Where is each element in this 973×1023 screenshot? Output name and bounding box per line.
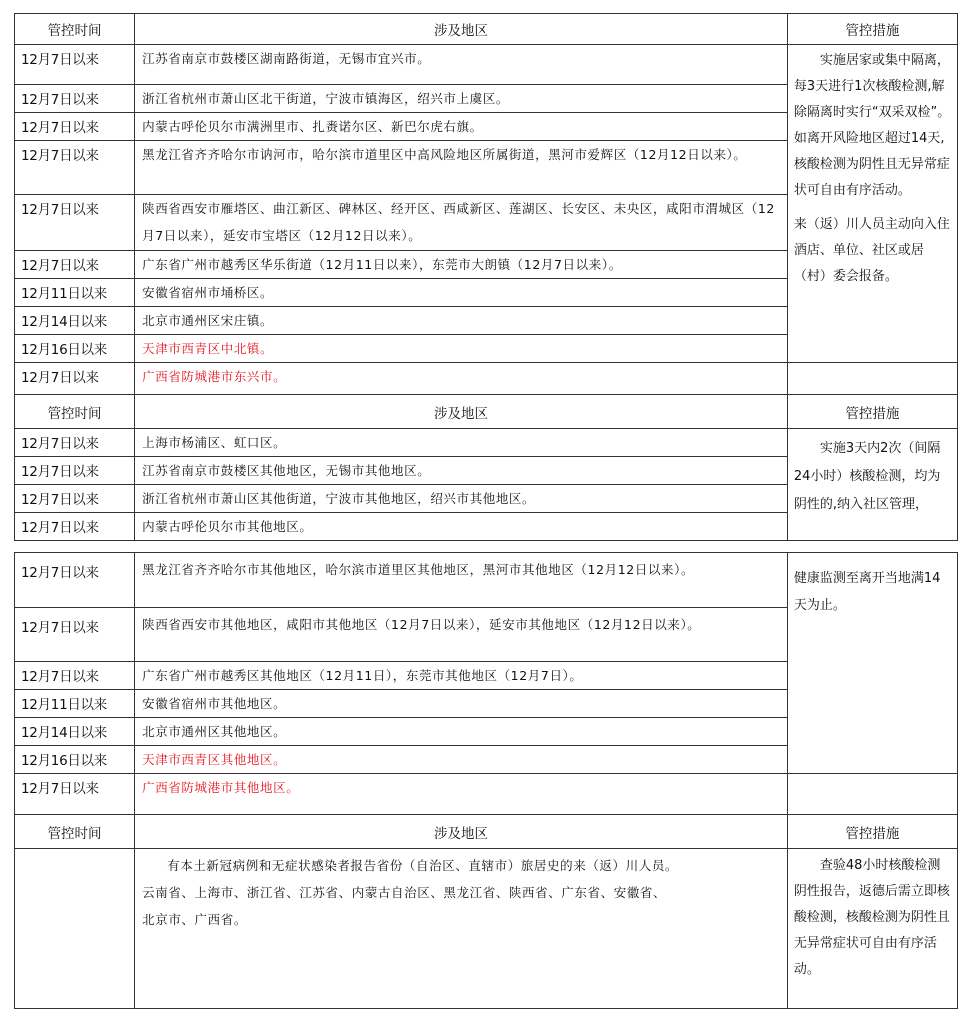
row-area: 广东省广州市越秀区其他地区（12月11日），东莞市其他地区（12月7日）。 bbox=[135, 662, 788, 690]
row-area: 广西省防城港市东兴市。 bbox=[135, 363, 788, 395]
table-row bbox=[15, 774, 958, 815]
measure-text-3: 实施3天内2次（间隔24小时）核酸检测，均为阴性的,纳入社区管理， bbox=[793, 441, 941, 512]
row-area: 安徽省宿州市埇桥区。 bbox=[135, 279, 788, 307]
header-area: 涉及地区 bbox=[135, 395, 788, 429]
empty-cell bbox=[787, 363, 957, 395]
measure-cell-2 bbox=[787, 429, 957, 541]
row-area: 浙江省杭州市萧山区其他街道，宁波市其他地区，绍兴市其他地区。 bbox=[135, 485, 788, 513]
header-area: 涉及地区 bbox=[135, 815, 788, 849]
row-area: 广东省广州市越秀区华乐街道（12月11日以来），东莞市大朗镇（12月7日以来）。 bbox=[135, 251, 788, 279]
row-time: 12月7日以来 bbox=[15, 195, 135, 251]
row-time: 12月11日以来 bbox=[15, 690, 135, 718]
header-measure: 管控措施 bbox=[787, 395, 957, 429]
row-time: 12月7日以来 bbox=[15, 513, 135, 541]
row-time: 12月14日以来 bbox=[15, 307, 135, 335]
row-area: 天津市西青区其他地区。 bbox=[135, 746, 788, 774]
table-row bbox=[15, 45, 958, 85]
table-row bbox=[15, 363, 958, 395]
header-time: 管控时间 bbox=[15, 14, 135, 45]
header-time: 管控时间 bbox=[15, 395, 135, 429]
header-row bbox=[15, 14, 958, 45]
row-area-nationwide bbox=[135, 849, 788, 1009]
row-time: 12月16日以来 bbox=[15, 746, 135, 774]
area-line: 云南省、上海市、浙江省、江苏省、内蒙古自治区、黑龙江省、陕西省、广东省、安徽省、 bbox=[142, 885, 667, 900]
row-area: 江苏省南京市鼓楼区其他地区，无锡市其他地区。 bbox=[135, 457, 788, 485]
empty-cell bbox=[787, 774, 957, 815]
row-time: 12月7日以来 bbox=[15, 608, 135, 662]
row-time: 12月7日以来 bbox=[15, 774, 135, 815]
row-area: 江苏省南京市鼓楼区湖南路街道，无锡市宜兴市。 bbox=[135, 45, 788, 85]
area-line: 有本土新冠病例和无症状感染者报告省份（自治区、直辖市）旅居史的来（返）川人员。 bbox=[167, 858, 679, 873]
header-measure: 管控措施 bbox=[787, 14, 957, 45]
control-table-part1 bbox=[14, 13, 958, 541]
measure-text-5: 查验48小时核酸检测阴性报告，返德后需立即核酸检测，核酸检测为阴性且无异常症状可自由有序活动。 bbox=[793, 858, 950, 977]
row-time: 12月7日以来 bbox=[15, 85, 135, 113]
row-time: 12月14日以来 bbox=[15, 718, 135, 746]
table-row bbox=[15, 553, 958, 608]
row-time: 12月7日以来 bbox=[15, 251, 135, 279]
row-time-empty bbox=[15, 849, 135, 1009]
row-area: 内蒙古呼伦贝尔市满洲里市、扎赉诺尔区、新巴尔虎右旗。 bbox=[135, 113, 788, 141]
row-area: 黑龙江省齐齐哈尔市讷河市，哈尔滨市道里区中高风险地区所属街道，黑河市爱辉区（12月12日以来）。 bbox=[135, 141, 788, 195]
row-area: 上海市杨浦区、虹口区。 bbox=[135, 429, 788, 457]
row-area: 广西省防城港市其他地区。 bbox=[135, 774, 788, 815]
row-time: 12月7日以来 bbox=[15, 141, 135, 195]
row-area: 黑龙江省齐齐哈尔市其他地区，哈尔滨市道里区其他地区，黑河市其他地区（12月12日以来）。 bbox=[135, 553, 788, 608]
row-area: 陕西省西安市其他地区，咸阳市其他地区（12月7日以来），延安市其他地区（12月12日以来）。 bbox=[135, 608, 788, 662]
control-table-part2 bbox=[14, 552, 958, 1009]
row-time: 12月16日以来 bbox=[15, 335, 135, 363]
area-line: 北京市、广西省。 bbox=[142, 912, 247, 927]
row-time: 12月7日以来 bbox=[15, 45, 135, 85]
row-time: 12月7日以来 bbox=[15, 113, 135, 141]
row-area: 北京市通州区宋庄镇。 bbox=[135, 307, 788, 335]
row-time: 12月7日以来 bbox=[15, 662, 135, 690]
measure-text-4: 健康监测至离开当地满14天为止。 bbox=[793, 571, 941, 613]
row-time: 12月7日以来 bbox=[15, 485, 135, 513]
row-area: 浙江省杭州市萧山区北干街道，宁波市镇海区，绍兴市上虞区。 bbox=[135, 85, 788, 113]
row-area: 陕西省西安市雁塔区、曲江新区、碑林区、经开区、西咸新区、莲湖区、长安区、未央区，咸阳市渭城区（12月7日以来），延安市宝塔区（12月12日以来）。 bbox=[135, 195, 788, 251]
row-time: 12月7日以来 bbox=[15, 429, 135, 457]
measure-cell-3 bbox=[787, 553, 957, 774]
row-area: 内蒙古呼伦贝尔市其他地区。 bbox=[135, 513, 788, 541]
row-area: 天津市西青区中北镇。 bbox=[135, 335, 788, 363]
row-time: 12月7日以来 bbox=[15, 457, 135, 485]
row-time: 12月11日以来 bbox=[15, 279, 135, 307]
row-area: 安徽省宿州市其他地区。 bbox=[135, 690, 788, 718]
row-time: 12月7日以来 bbox=[15, 363, 135, 395]
table-row bbox=[15, 849, 958, 1009]
table-row bbox=[15, 429, 958, 457]
header-area: 涉及地区 bbox=[135, 14, 788, 45]
row-time: 12月7日以来 bbox=[15, 553, 135, 608]
measure-text-1: 实施居家或集中隔离，每3天进行1次核酸检测,解除隔离时实行“双采双检”。如离开风险地区超过14天,核酸检测为阴性且无异常症状可自由有序活动。 bbox=[793, 53, 951, 198]
header-time: 管控时间 bbox=[15, 815, 135, 849]
measure-cell-4 bbox=[787, 849, 957, 1009]
measure-text-2: 来（返）川人员主动向入住酒店、单位、社区或居（村）委会报备。 bbox=[793, 217, 950, 284]
header-measure: 管控措施 bbox=[787, 815, 957, 849]
header-row bbox=[15, 395, 958, 429]
measure-cell-1 bbox=[787, 45, 957, 363]
row-area: 北京市通州区其他地区。 bbox=[135, 718, 788, 746]
header-row bbox=[15, 815, 958, 849]
